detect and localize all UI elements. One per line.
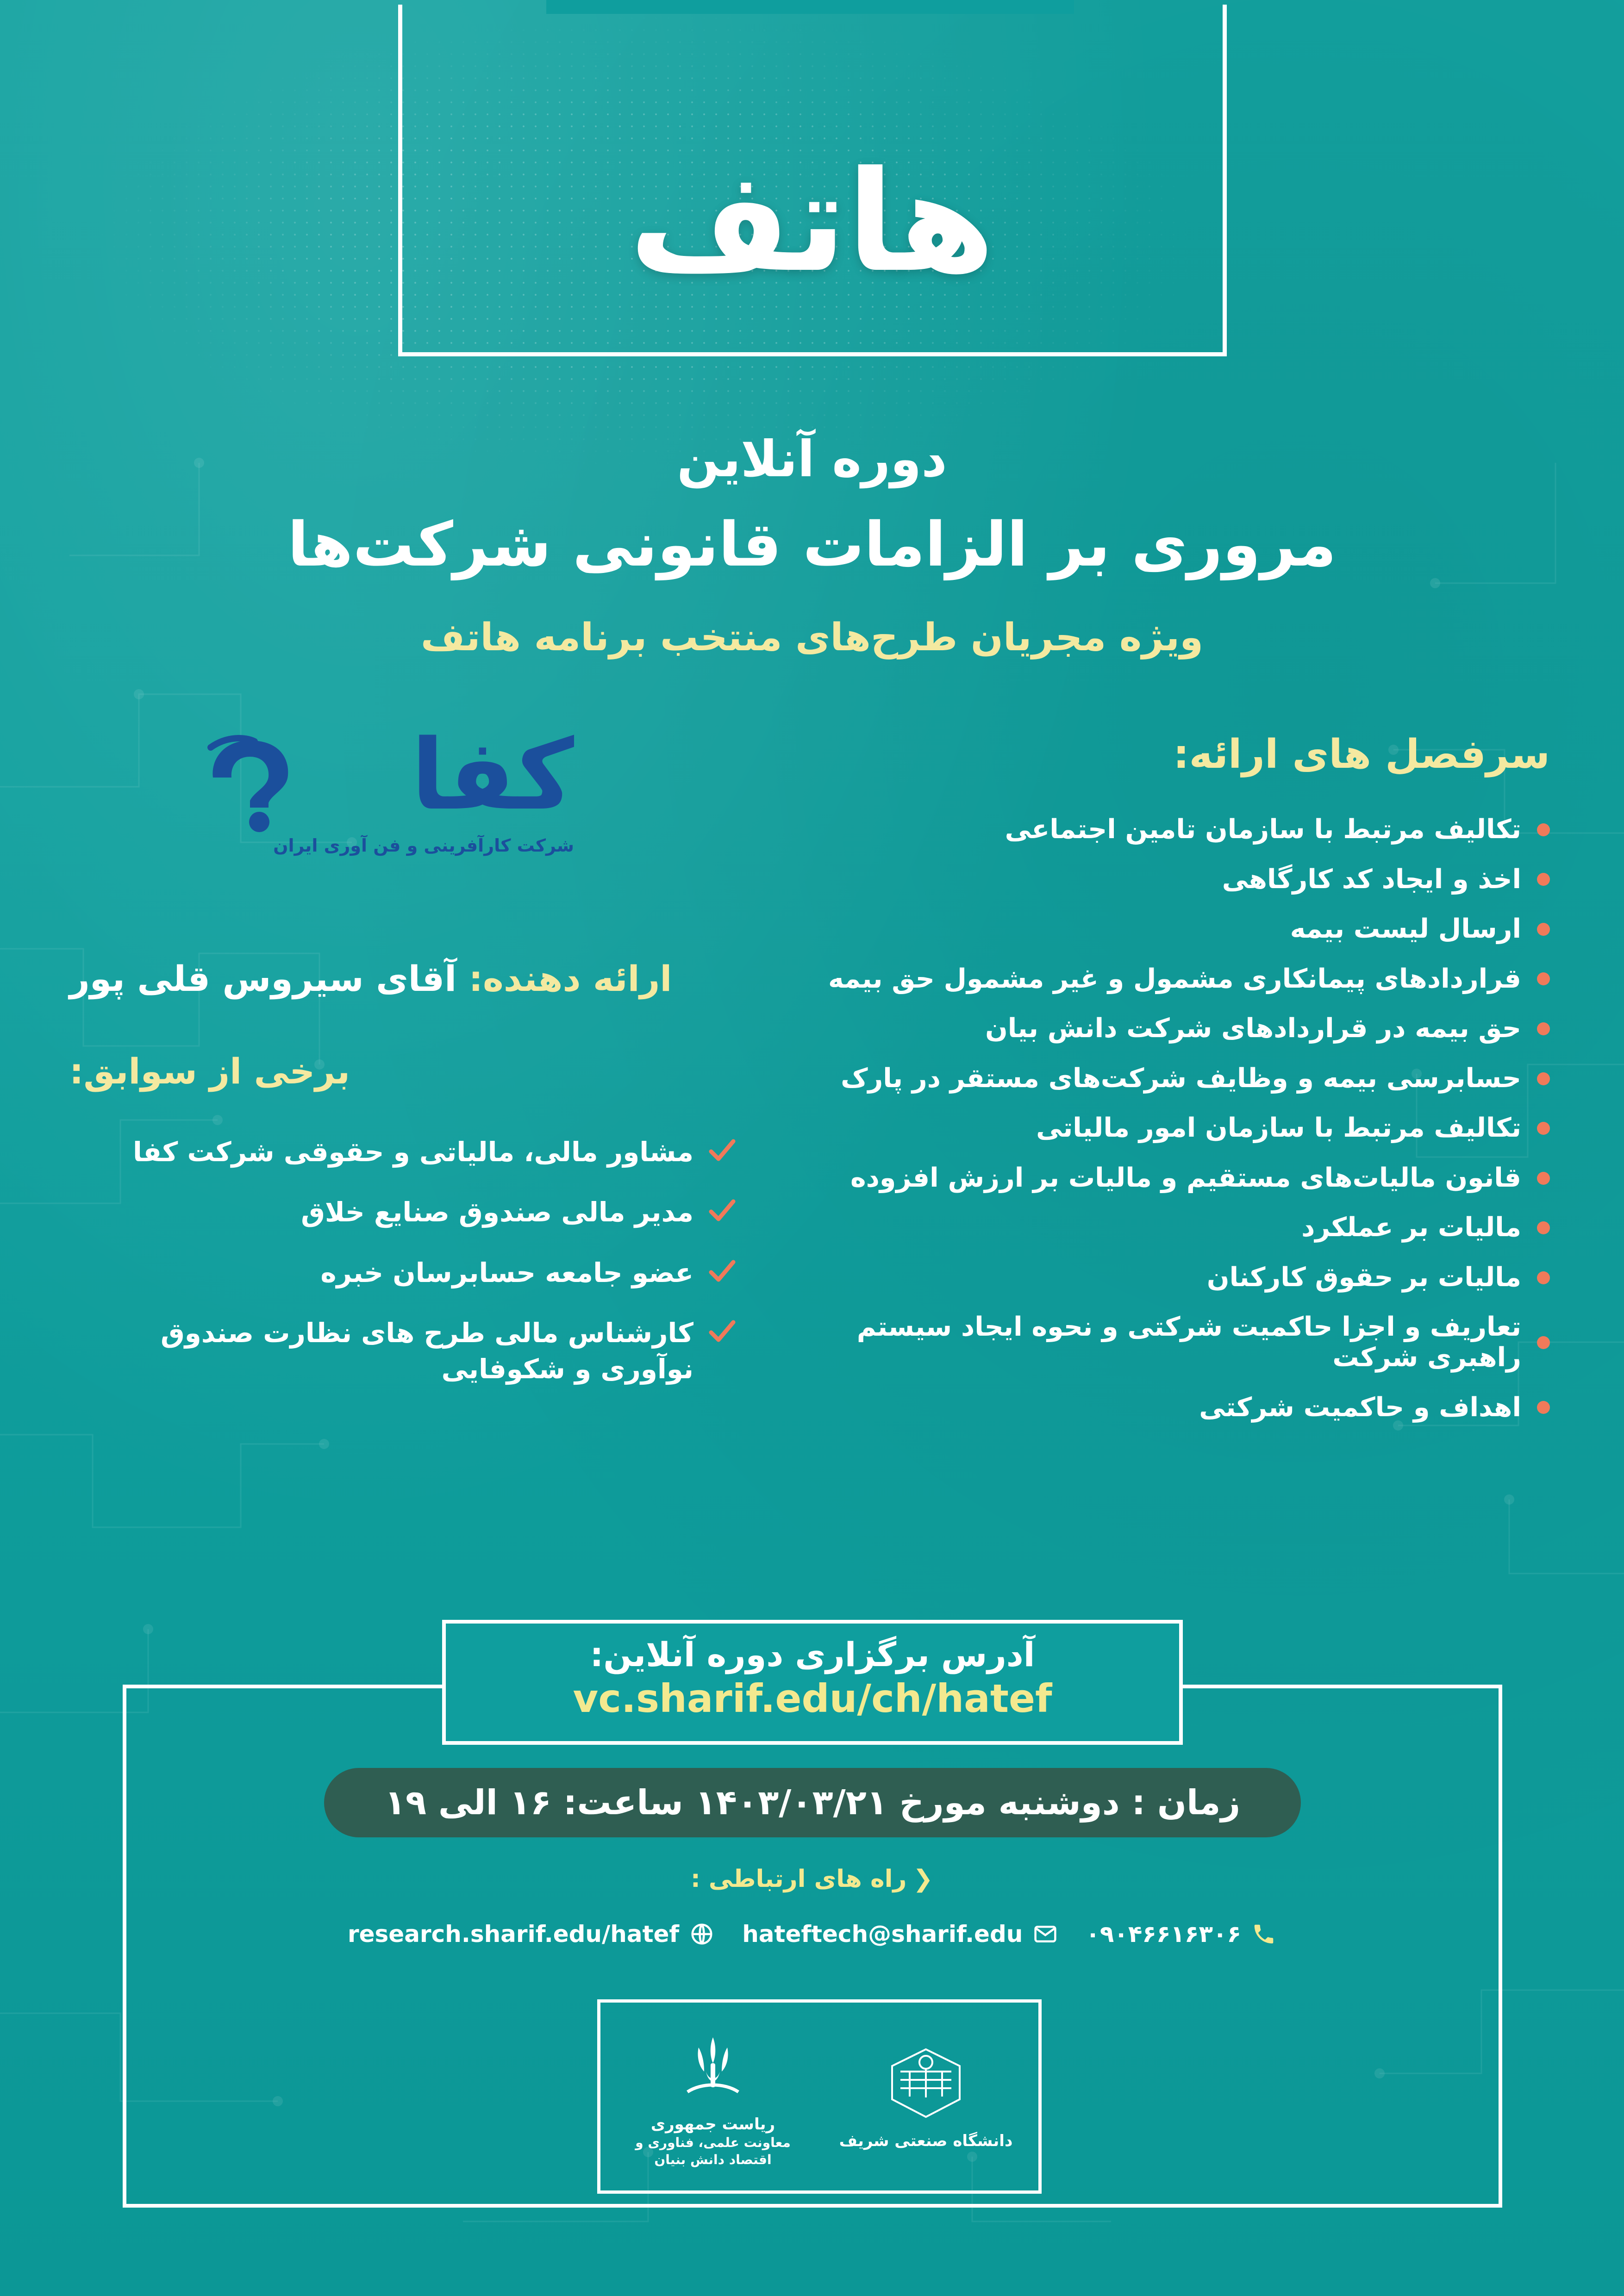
syllabus-item-label: تکالیف مرتبط با سازمان تامین اجتماعی xyxy=(1005,814,1521,845)
list-item xyxy=(781,1163,1550,1194)
bullet-icon xyxy=(1537,1022,1550,1035)
contact-website-value: research.sharif.edu/hatef xyxy=(347,1921,680,1948)
kafa-logo xyxy=(194,718,574,865)
bullet-icon xyxy=(1537,1072,1550,1085)
list-item xyxy=(781,914,1550,945)
kafa-logo-word: کفا xyxy=(411,718,574,832)
list-item xyxy=(781,1263,1550,1293)
bullet-icon xyxy=(1537,1271,1550,1284)
contact-label: ❯راه های ارتباطی : xyxy=(690,1865,933,1893)
list-item xyxy=(781,1393,1550,1423)
syllabus-item-label: اخذ و ایجاد کد کارگاهی xyxy=(1222,864,1521,895)
list-item xyxy=(65,1134,736,1170)
bullet-icon xyxy=(1537,1172,1550,1185)
address-url[interactable]: vc.sharif.edu/ch/hatef xyxy=(573,1676,1052,1722)
contact-email-value: hateftech@sharif.edu xyxy=(742,1921,1023,1948)
presidency-logo-caption-2: معاونت علمی، فناوری و اقتصاد دانش بنیان xyxy=(635,2135,791,2167)
contact-email[interactable] xyxy=(742,1921,1058,1948)
poster-brand-title: هاتف xyxy=(629,141,995,303)
list-item xyxy=(781,1113,1550,1144)
sharif-emblem-icon xyxy=(838,2041,1014,2122)
list-item xyxy=(65,1255,736,1291)
syllabus-item-label: قراردادهای پیمانکاری مشمول و غیر مشمول حق بیمه xyxy=(828,963,1521,994)
list-item xyxy=(65,1315,736,1388)
envelope-icon xyxy=(1033,1922,1058,1947)
check-icon xyxy=(707,1318,736,1346)
bullet-icon xyxy=(1537,1221,1550,1234)
poster-subtitle-2: مروری بر الزامات قانونی شرکت‌ها xyxy=(287,509,1337,580)
sharif-logo-caption: دانشگاه صنعتی شریف xyxy=(839,2132,1013,2151)
globe-icon xyxy=(689,1922,714,1947)
bullet-icon xyxy=(1537,972,1550,985)
presenter-background-title: برخی از سوابق: xyxy=(69,1051,350,1092)
list-item xyxy=(781,1064,1550,1094)
list-item xyxy=(781,964,1550,995)
address-box xyxy=(442,1620,1183,1745)
presenter-line xyxy=(69,958,731,999)
presenter-background-list xyxy=(65,1134,736,1411)
syllabus-item-label: مالیات بر عملکرد xyxy=(1301,1212,1521,1243)
background-item-label: کارشناس مالی طرح های نظارت صندوق نوآوری و شکوفایی xyxy=(160,1317,693,1385)
syllabus-item-label: مالیات بر حقوق کارکنان xyxy=(1206,1262,1521,1293)
syllabus-list xyxy=(781,815,1550,1442)
contact-website[interactable] xyxy=(348,1921,714,1948)
bullet-icon xyxy=(1537,823,1550,836)
check-icon xyxy=(707,1257,736,1286)
presidency-logo-caption-1: ریاست جمهوری xyxy=(650,2115,775,2134)
footer-logos xyxy=(597,1999,1042,2194)
phone-icon xyxy=(1251,1922,1276,1947)
list-item xyxy=(781,1014,1550,1044)
check-icon xyxy=(707,1197,736,1226)
list-item xyxy=(781,815,1550,845)
syllabus-item-label: حق بیمه در قراردادهای شرکت دانش بیان xyxy=(985,1013,1521,1044)
address-label: آدرس برگزاری دوره آنلاین: xyxy=(590,1635,1035,1674)
background-item-label: مشاور مالی، مالیاتی و حقوقی شرکت کفا xyxy=(133,1136,693,1168)
syllabus-item-label: تکالیف مرتبط با سازمان امور مالیاتی xyxy=(1036,1113,1521,1144)
poster-subtitle-3: ویژه مجریان طرح‌های منتخب برنامه هاتف xyxy=(420,616,1204,660)
syllabus-item-label: حسابرسی بیمه و وظایف شرکت‌های مستقر در پارک xyxy=(841,1063,1521,1094)
list-item xyxy=(781,1213,1550,1243)
kafa-hook-icon xyxy=(194,731,319,838)
presenter-label: ارائه دهنده: xyxy=(468,958,672,999)
check-icon xyxy=(707,1137,736,1165)
syllabus-item-label: اهداف و حاکمیت شرکتی xyxy=(1199,1392,1521,1423)
list-item xyxy=(781,1312,1550,1373)
syllabus-title: سرفصل های ارائه: xyxy=(1173,731,1550,778)
bullet-icon xyxy=(1537,873,1550,886)
contact-phone-value: ۰۹۰۴۶۶۱۶۳۰۶ xyxy=(1086,1921,1242,1948)
syllabus-item-label: ارسال لیست بیمه xyxy=(1290,914,1521,945)
bullet-icon xyxy=(1537,1122,1550,1135)
syllabus-item-label: قانون مالیات‌های مستقیم و مالیات بر ارزش افزوده xyxy=(850,1162,1521,1193)
list-item xyxy=(781,865,1550,895)
presenter-name: آقای سیروس قلی پور xyxy=(69,958,457,999)
contact-row xyxy=(0,1921,1624,1948)
syllabus-item-label: تعاریف و اجزا حاکمیت شرکتی و نحوه ایجاد سیستم راهبری شرکت xyxy=(856,1312,1521,1373)
poster-subtitle-1: دوره آنلاین xyxy=(677,430,947,488)
iran-emblem-icon xyxy=(625,2025,801,2106)
background-item-label: عضو جامعه حسابرسان خبره xyxy=(320,1257,693,1288)
contact-phone[interactable] xyxy=(1086,1921,1276,1948)
bullet-icon xyxy=(1537,1401,1550,1414)
bullet-icon xyxy=(1537,923,1550,936)
sharif-university-logo xyxy=(838,2041,1014,2151)
bullet-icon xyxy=(1537,1336,1550,1349)
frame-notch-top xyxy=(546,0,1074,14)
presidency-logo xyxy=(625,2025,801,2168)
event-time-pill: زمان : دوشنبه مورخ ۱۴۰۳/۰۳/۲۱ ساعت: ۱۶ الی ۱۹ xyxy=(324,1768,1301,1837)
list-item xyxy=(65,1194,736,1230)
background-item-label: مدیر مالی صندوق صنایع خلاق xyxy=(301,1196,693,1228)
kafa-logo-caption: شرکت کارآفرینی و فن آوری ایران xyxy=(273,835,574,856)
